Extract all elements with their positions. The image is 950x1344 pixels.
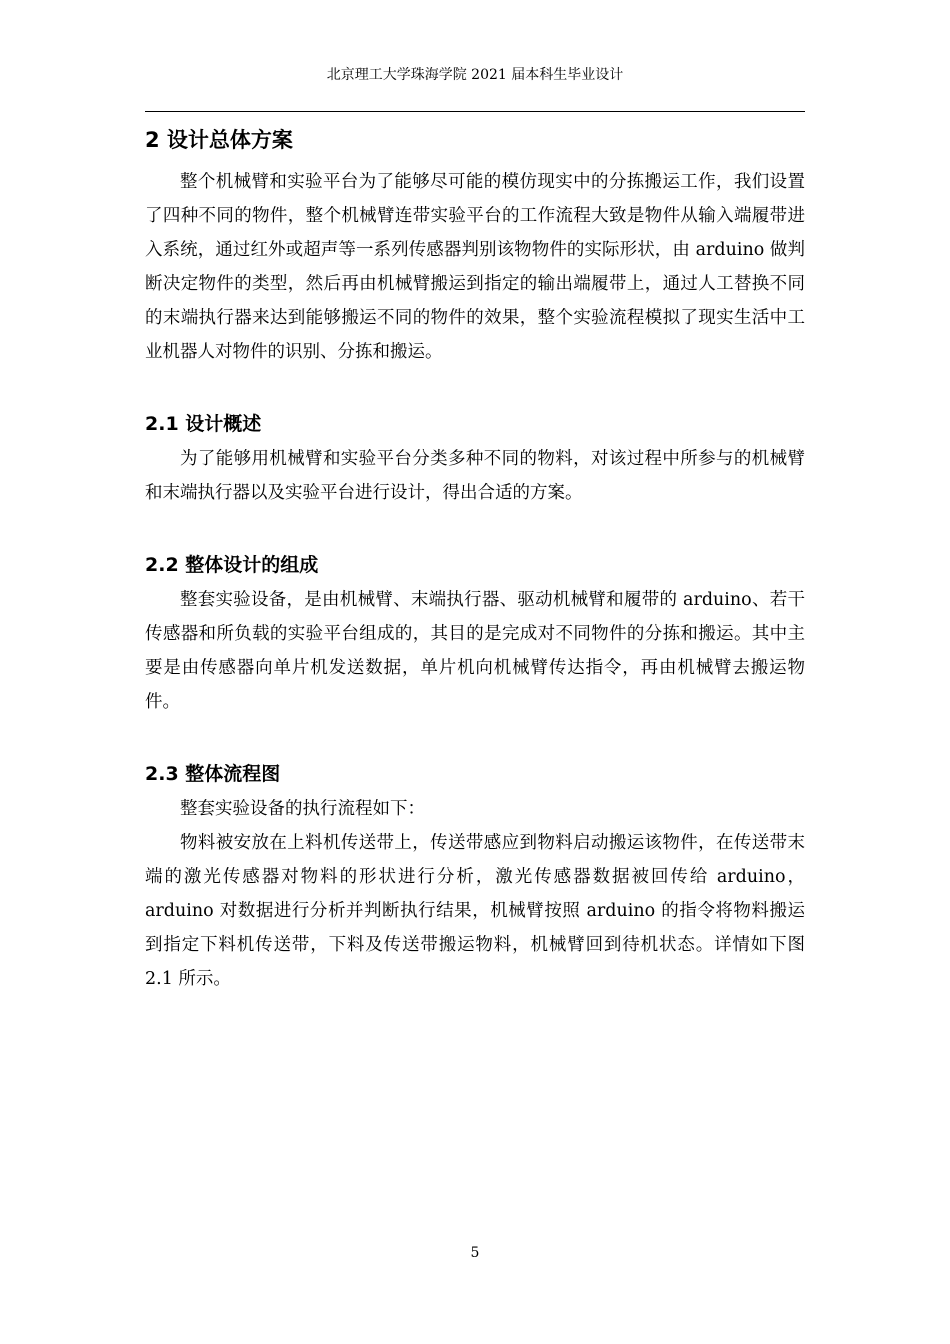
section-2-3-paragraph-2: 物料被安放在上料机传送带上，传送带感应到物料启动搬运该物件，在传送带末端的激光传感器对物料的形状进行分析，激光传感器数据被回传给 arduino，arduino 对数据进行分析并判断执行结果，机械臂按照 arduino 的指令将物料搬运到指定下料机传送带，下料及传送带搬运物料，机械臂回到待机状态。详情如下图 2.1 所示。 [145, 833, 805, 989]
section-2-1-heading: 2.1 设计概述 [145, 413, 262, 435]
section-2-2-paragraph: 整套实验设备，是由机械臂、末端执行器、驱动机械臂和履带的 arduino、若干传感器和所负载的实验平台组成的，其目的是完成对不同物件的分拣和搬运。其中主要是由传感器向单片机发送数据，单片机向机械臂传达指令，再由机械臂去搬运物件。 [145, 590, 805, 712]
running-header: 北京理工大学珠海学院 2021 届本科生毕业设计 [326, 67, 624, 83]
chapter-intro-paragraph: 整个机械臂和实验平台为了能够尽可能的模仿现实中的分拣搬运工作，我们设置了四种不同的物件，整个机械臂连带实验平台的工作流程大致是物件从输入端履带进入系统，通过红外或超声等一系列传感器判别该物物件的实际形状，由 arduino 做判断决定物件的类型，然后再由机械臂搬运到指定的输出端履带上，通过人工替换不同的末端执行器来达到能够搬运不同的物件的效果，整个实验流程模拟了现实生活中工业机器人对物件的识别、分拣和搬运。 [145, 172, 805, 362]
page-number: 5 [470, 1245, 480, 1261]
chapter-heading: 2 设计总体方案 [145, 128, 293, 152]
header-rule [145, 111, 805, 112]
section-2-3-paragraph-1: 整套实验设备的执行流程如下： [180, 799, 425, 819]
section-2-2-heading: 2.2 整体设计的组成 [145, 554, 319, 576]
section-2-3-heading: 2.3 整体流程图 [145, 763, 281, 785]
page-content [145, 122, 805, 996]
section-2-1-paragraph: 为了能够用机械臂和实验平台分类多种不同的物料，对该过程中所参与的机械臂和末端执行器以及实验平台进行设计，得出合适的方案。 [145, 449, 805, 503]
